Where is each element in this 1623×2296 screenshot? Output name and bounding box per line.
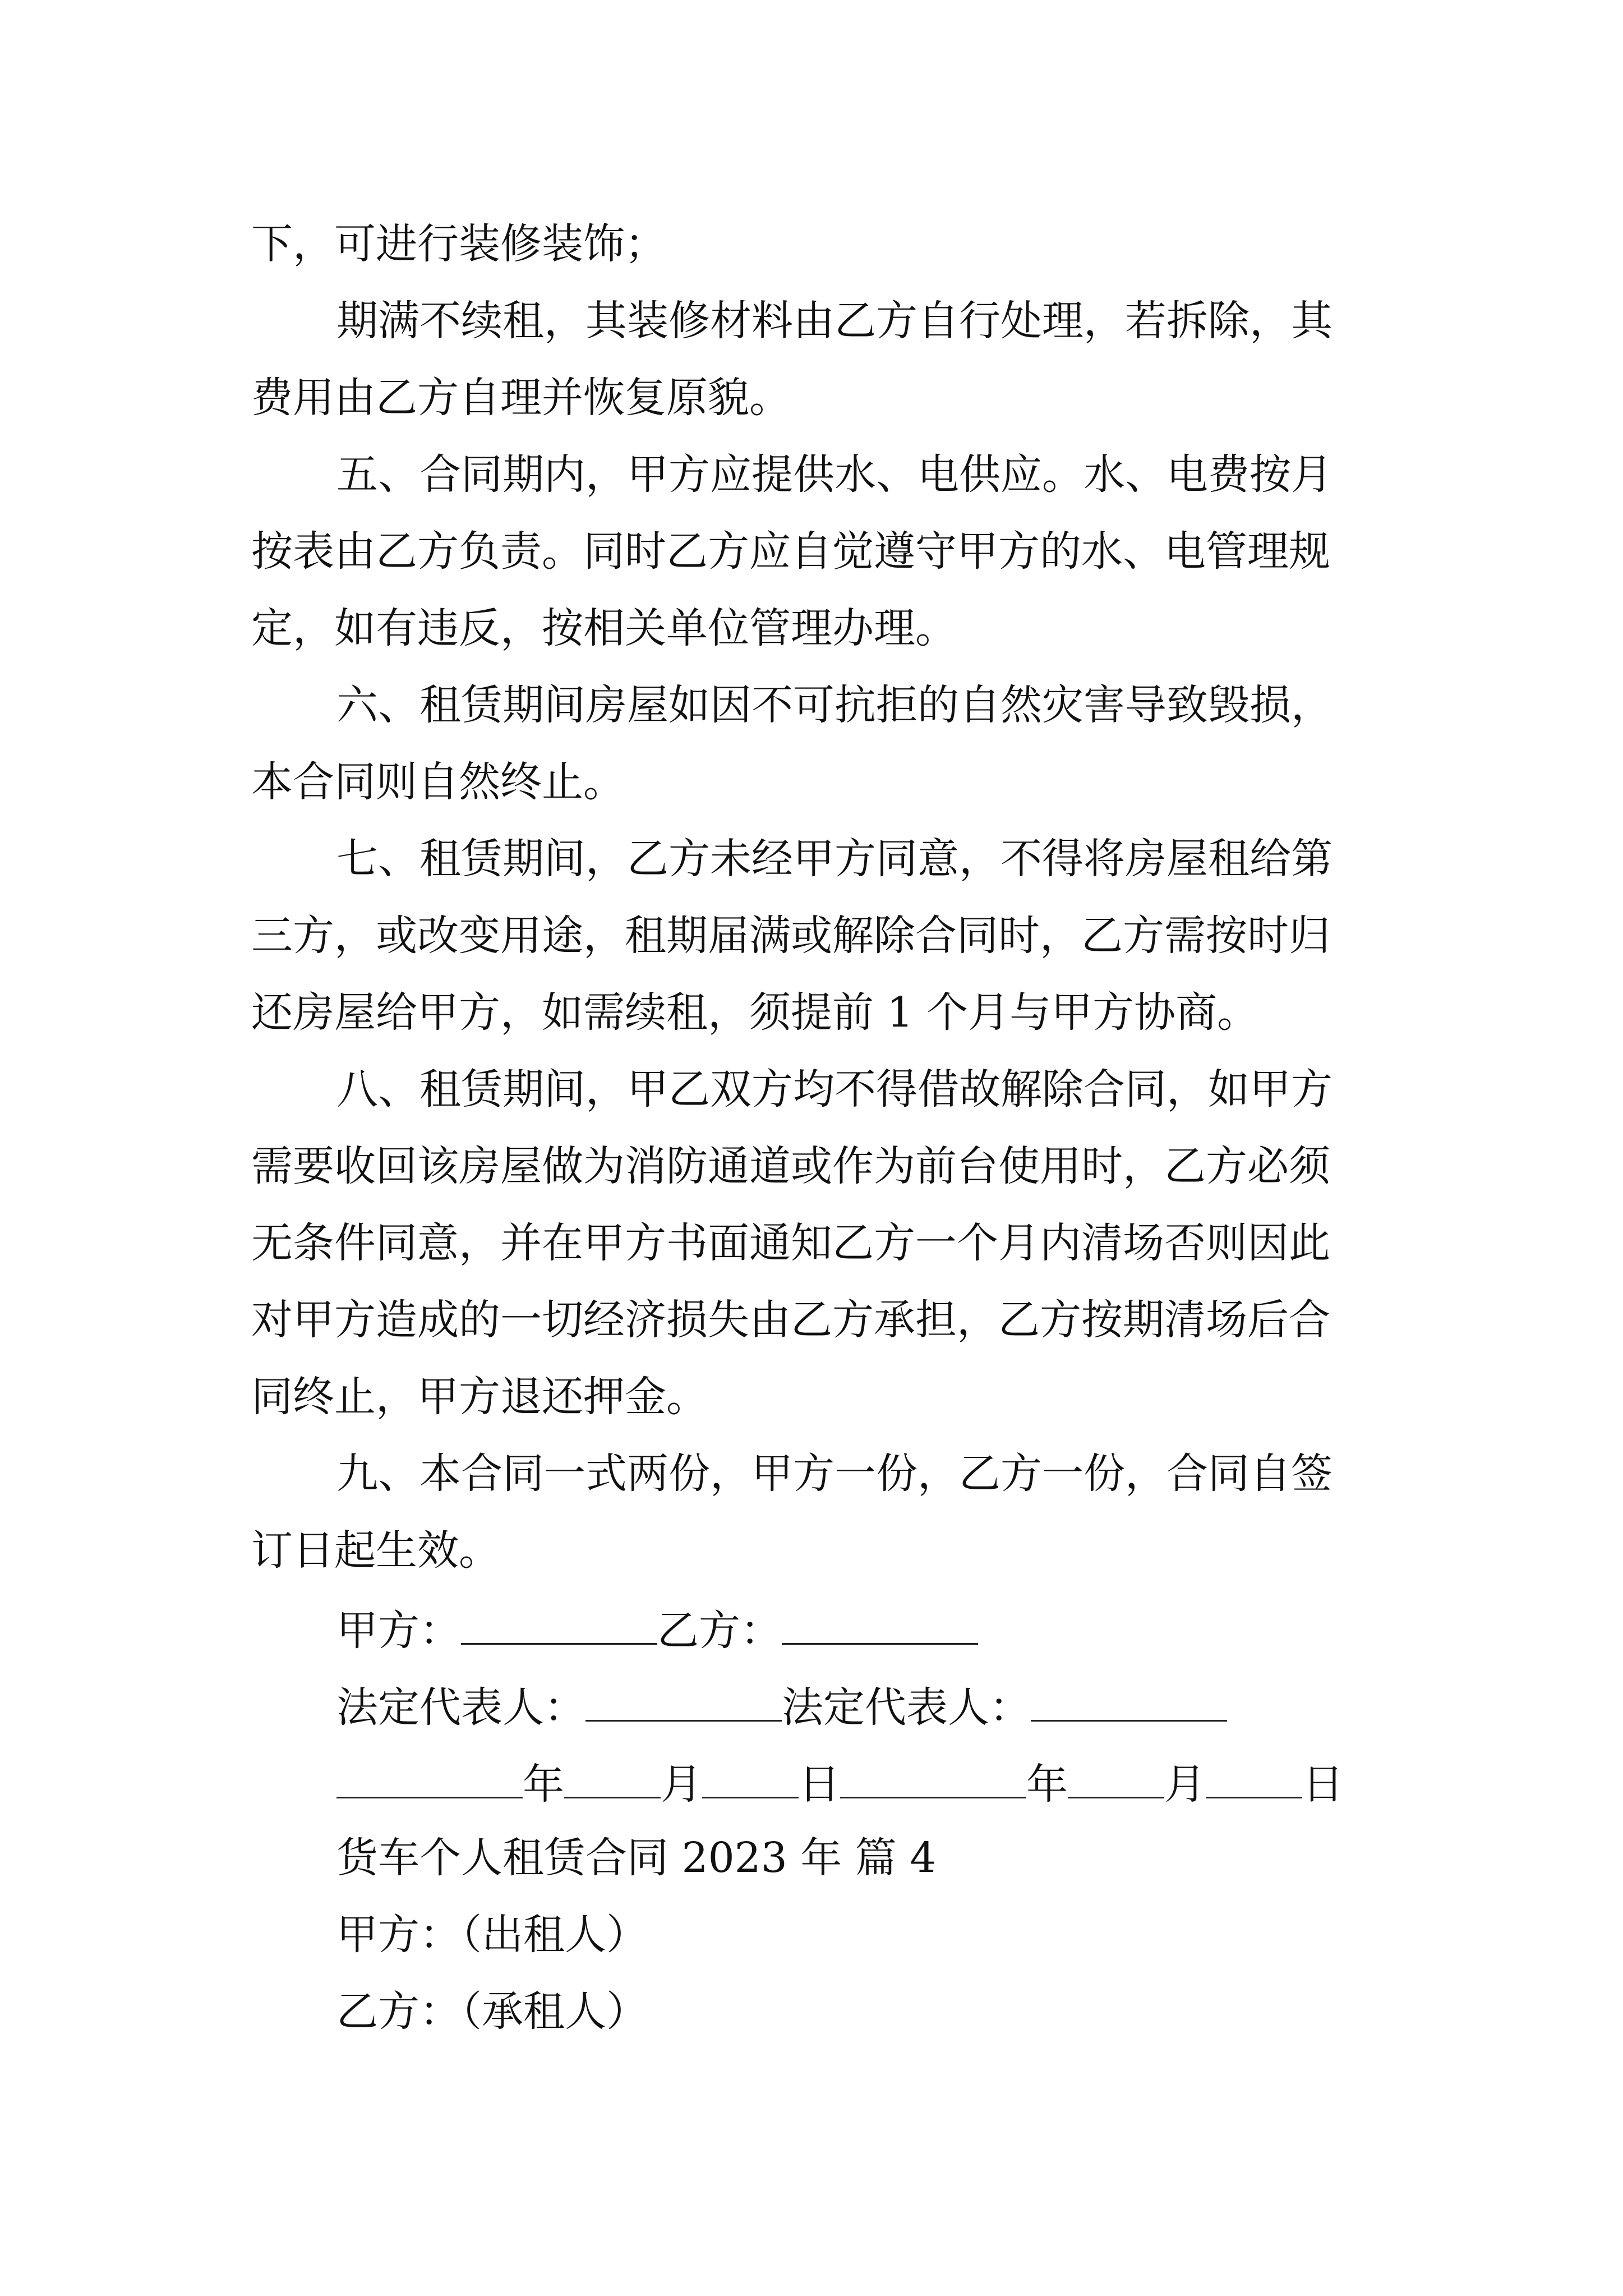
text-line: 无条件同意，并在甲方书面通知乙方一个月内清场否则因此 <box>251 1219 1330 1267</box>
party-b-blank <box>782 1607 978 1645</box>
party-a-blank <box>461 1607 657 1645</box>
signature-representatives-row <box>336 1683 1227 1732</box>
text-line: 九、本合同一式两份，甲方一份，乙方一份，合同自签 <box>336 1450 1332 1498</box>
rep-a-label: 法定代表人： <box>336 1683 585 1732</box>
day-a-label: 日 <box>799 1760 840 1809</box>
signature-parties-row <box>336 1607 978 1655</box>
year-b-blank <box>840 1760 1026 1798</box>
lessor-line: 甲方：（出租人） <box>336 1911 648 1959</box>
month-b-blank <box>1068 1760 1164 1798</box>
text-line: 还房屋给甲方，如需续租，须提前 1 个月与甲方协商。 <box>251 988 1259 1037</box>
party-b-label: 乙方： <box>657 1607 782 1655</box>
text-line: 期满不续租，其装修材料由乙方自行处理，若拆除，其 <box>336 297 1332 345</box>
year-b-label: 年 <box>1026 1760 1068 1809</box>
text-line: 需要收回该房屋做为消防通道或作为前台使用时，乙方必须 <box>251 1142 1330 1190</box>
month-a-label: 月 <box>661 1760 702 1809</box>
signature-date-row <box>336 1760 1344 1809</box>
text-line: 下，可进行装修装饰； <box>251 220 666 268</box>
text-line: 本合同则自然终止。 <box>251 758 625 806</box>
text-line: 三方，或改变用途，租期届满或解除合同时，乙方需按时归 <box>251 912 1330 960</box>
text-line: 对甲方造成的一切经济损失由乙方承担，乙方按期清场后合 <box>251 1296 1330 1344</box>
section-title: 货车个人租赁合同 2023 年 篇 4 <box>336 1834 937 1882</box>
text-line: 六、租赁期间房屋如因不可抗拒的自然灾害导致毁损， <box>336 681 1332 729</box>
text-line: 定，如有违反，按相关单位管理办理。 <box>251 604 957 652</box>
year-a-label: 年 <box>523 1760 564 1809</box>
text-line: 按表由乙方负责。同时乙方应自觉遵守甲方的水、电管理规 <box>251 527 1330 576</box>
text-line: 费用由乙方自理并恢复原貌。 <box>251 374 791 422</box>
party-a-label: 甲方： <box>336 1607 461 1655</box>
day-b-label: 日 <box>1302 1760 1344 1809</box>
text-line: 同终止，甲方退还押金。 <box>251 1373 708 1421</box>
text-line: 五、合同期内，甲方应提供水、电供应。水、电费按月 <box>336 450 1332 499</box>
month-a-blank <box>564 1760 661 1798</box>
day-a-blank <box>702 1760 799 1798</box>
lessee-line: 乙方：（承租人） <box>336 1987 648 2036</box>
rep-a-blank <box>585 1683 782 1722</box>
text-line: 七、租赁期间，乙方未经甲方同意，不得将房屋租给第 <box>336 835 1332 883</box>
month-b-label: 月 <box>1164 1760 1206 1809</box>
text-line: 订日起生效。 <box>251 1526 500 1575</box>
year-a-blank <box>336 1760 523 1798</box>
rep-b-blank <box>1031 1683 1227 1722</box>
text-line: 八、租赁期间，甲乙双方均不得借故解除合同，如甲方 <box>336 1065 1332 1114</box>
rep-b-label: 法定代表人： <box>782 1683 1031 1732</box>
day-b-blank <box>1206 1760 1302 1798</box>
